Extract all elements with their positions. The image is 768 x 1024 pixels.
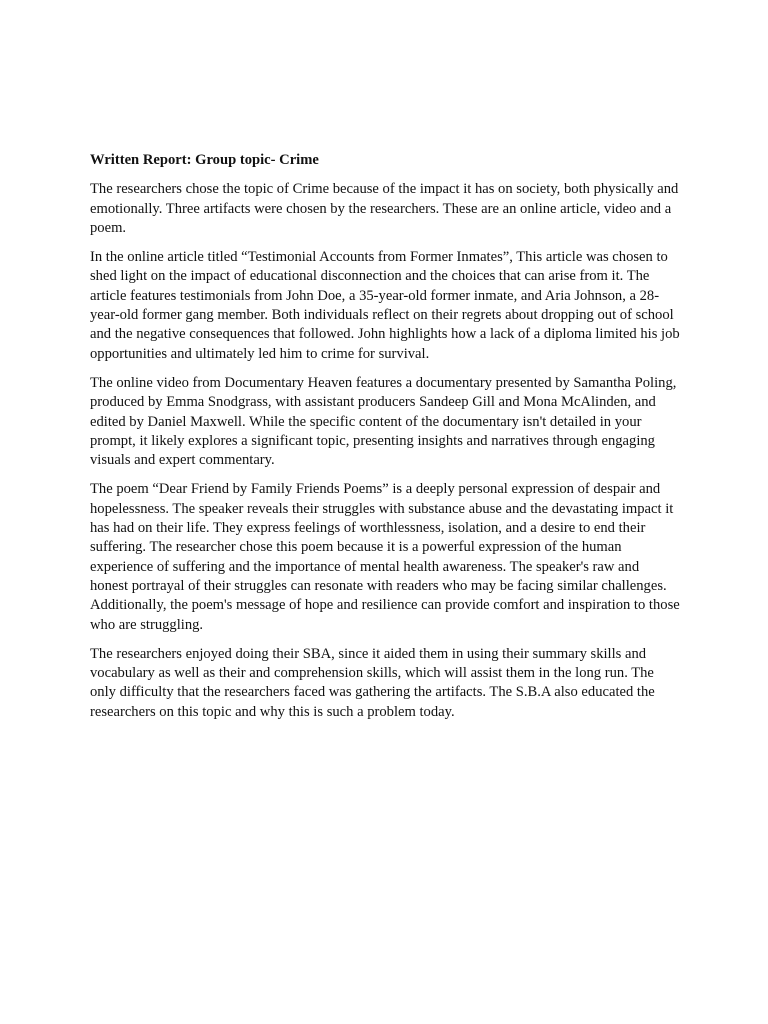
paragraph-article: In the online article titled “Testimonial Accounts from Former Inmates”, This article was chosen to shed light on the impact of educational disconnection and the choices that can arise from it. The article features testimonials from John Doe, a 35-year-old former inmate, and Aria Johnson, a 28-year-old former gang member. Both individuals reflect on their regrets about dropping out of school and the negative consequences that followed. John highlights how a lack of a diploma limited his job opportunities and ultimately led him to crime for survival.	[90, 249, 680, 362]
document-body	[90, 151, 680, 732]
paragraph-intro: The researchers chose the topic of Crime because of the impact it has on society, both physically and emotionally. Three artifacts were chosen by the researchers. These are an online article, video and a poem.	[90, 181, 679, 236]
report-title: Written Report: Group topic- Crime	[90, 152, 319, 168]
paragraph-poem: The poem “Dear Friend by Family Friends Poems” is a deeply personal expression of despair and hopelessness. The speaker reveals their struggles with substance abuse and the devastating impact it has had on their life. They express feelings of worthlessness, isolation, and a desire to end their suffering. The researcher chose this poem because it is a powerful expression of the human experience of suffering and the importance of mental health awareness. The speaker's raw and honest portrayal of their struggles can resonate with readers who may be facing similar challenges. Additionally, the poem's message of hope and resilience can provide comfort and inspiration to those who are struggling.	[90, 481, 680, 633]
paragraph-video: The online video from Documentary Heaven features a documentary presented by Samantha Poling, produced by Emma Snodgrass, with assistant producers Sandeep Gill and Mona McAlinden, and edited by Daniel Maxwell. While the specific content of the documentary isn't detailed in your prompt, it likely explores a significant topic, presenting insights and narratives through engaging visuals and expert commentary.	[90, 374, 677, 469]
paragraph-conclusion: The researchers enjoyed doing their SBA, since it aided them in using their summary skills and vocabulary as well as their and comprehension skills, which will assist them in the long run. The only difficulty that the researchers faced was gathering the artifacts. The S.B.A also educated the researchers on this topic and why this is such a problem today.	[90, 645, 655, 720]
